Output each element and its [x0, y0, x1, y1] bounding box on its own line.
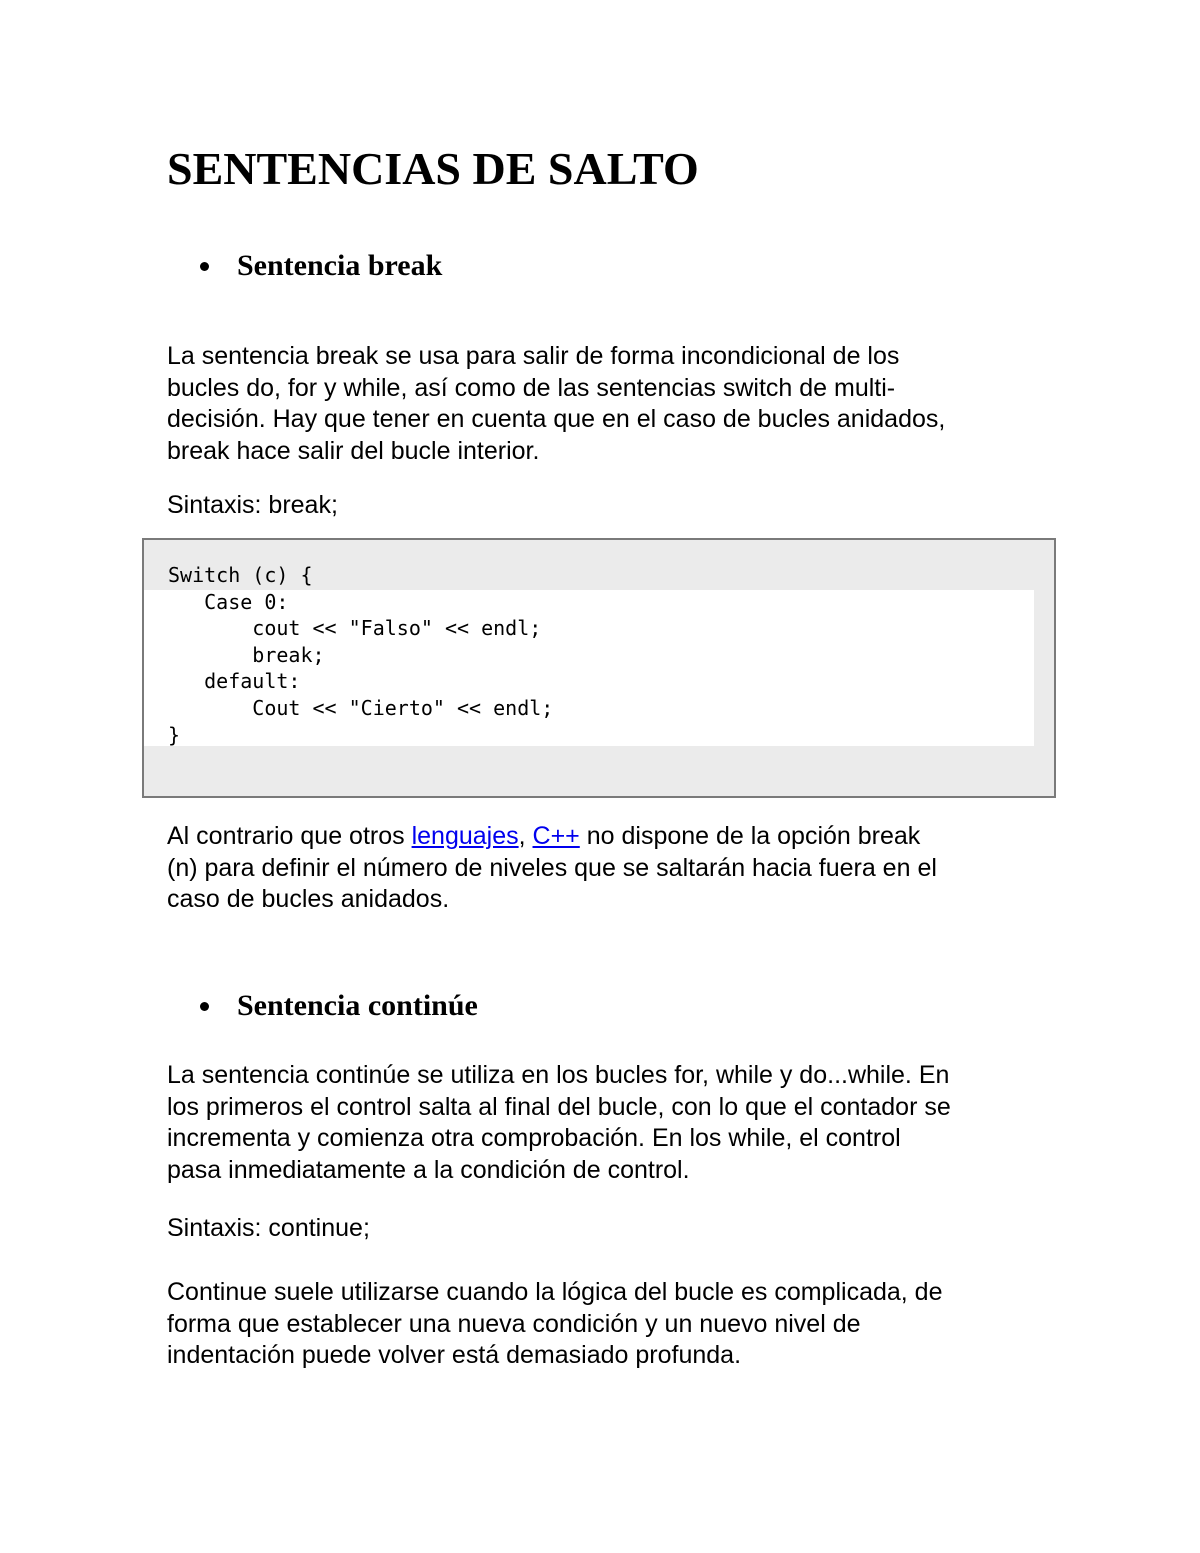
break-syntax: Sintaxis: break;	[167, 491, 338, 519]
code-line: Case 0:	[168, 589, 289, 614]
paragraph-line: pasa inmediatamente a la condición de control.	[167, 1155, 690, 1184]
continue-description	[167, 1060, 1047, 1186]
break-note	[167, 821, 1047, 916]
bullet-icon	[200, 262, 209, 271]
continue-closing	[167, 1277, 1047, 1372]
code-line: Cout << "Cierto" << endl;	[168, 695, 554, 720]
paragraph-line: forma que establecer una nueva condición y un nuevo nivel de	[167, 1309, 861, 1338]
paragraph-line: Continue suele utilizarse cuando la lógica del bucle es complicada, de	[167, 1278, 943, 1306]
section-heading-label: Sentencia continúe	[237, 989, 478, 1022]
bullet-icon	[200, 1002, 209, 1011]
code-line: cout << "Falso" << endl;	[168, 616, 542, 641]
code-line: default:	[168, 669, 301, 694]
paragraph-line: decisión. Hay que tener en cuenta que en el caso de bucles anidados,	[167, 405, 946, 433]
code-block	[142, 538, 1056, 798]
section-heading-break	[200, 246, 442, 286]
paragraph-line: La sentencia continúe se utiliza en los bucles for, while y do...while. En	[167, 1061, 950, 1089]
paragraph-line: los primeros el control salta al final del bucle, con lo que el contador se	[167, 1092, 951, 1121]
code-line: }	[168, 722, 181, 747]
paragraph-line: bucles do, for y while, así como de las sentencias switch de multi-	[167, 373, 896, 402]
continue-syntax: Sintaxis: continue;	[167, 1214, 370, 1242]
link-cpp[interactable]: C++	[532, 822, 580, 850]
text-span: no dispone de la opción break	[579, 822, 921, 850]
paragraph-line: incrementa y comienza otra comprobación. En los while, el control	[167, 1124, 901, 1152]
paragraph-line	[167, 821, 1047, 853]
code-line: Switch (c) {	[168, 563, 313, 587]
text-span: ,	[518, 822, 533, 850]
code-listing	[168, 562, 553, 748]
text-span: Al contrario que otros	[167, 822, 412, 850]
paragraph-line: break hace salir del bucle interior.	[167, 436, 540, 465]
section-heading-label: Sentencia break	[237, 249, 443, 282]
code-line: break;	[168, 642, 325, 667]
section-heading-continue	[200, 986, 478, 1026]
page-title: SENTENCIAS DE SALTO	[167, 143, 699, 194]
paragraph-line: (n) para definir el número de niveles que se saltarán hacia fuera en el	[167, 853, 937, 882]
link-lenguajes[interactable]: lenguajes	[411, 822, 519, 850]
paragraph-line: caso de bucles anidados.	[167, 885, 450, 913]
paragraph-line: indentación puede volver está demasiado profunda.	[167, 1341, 742, 1369]
break-description	[167, 341, 1047, 467]
paragraph-line: La sentencia break se usa para salir de forma incondicional de los	[167, 342, 900, 370]
